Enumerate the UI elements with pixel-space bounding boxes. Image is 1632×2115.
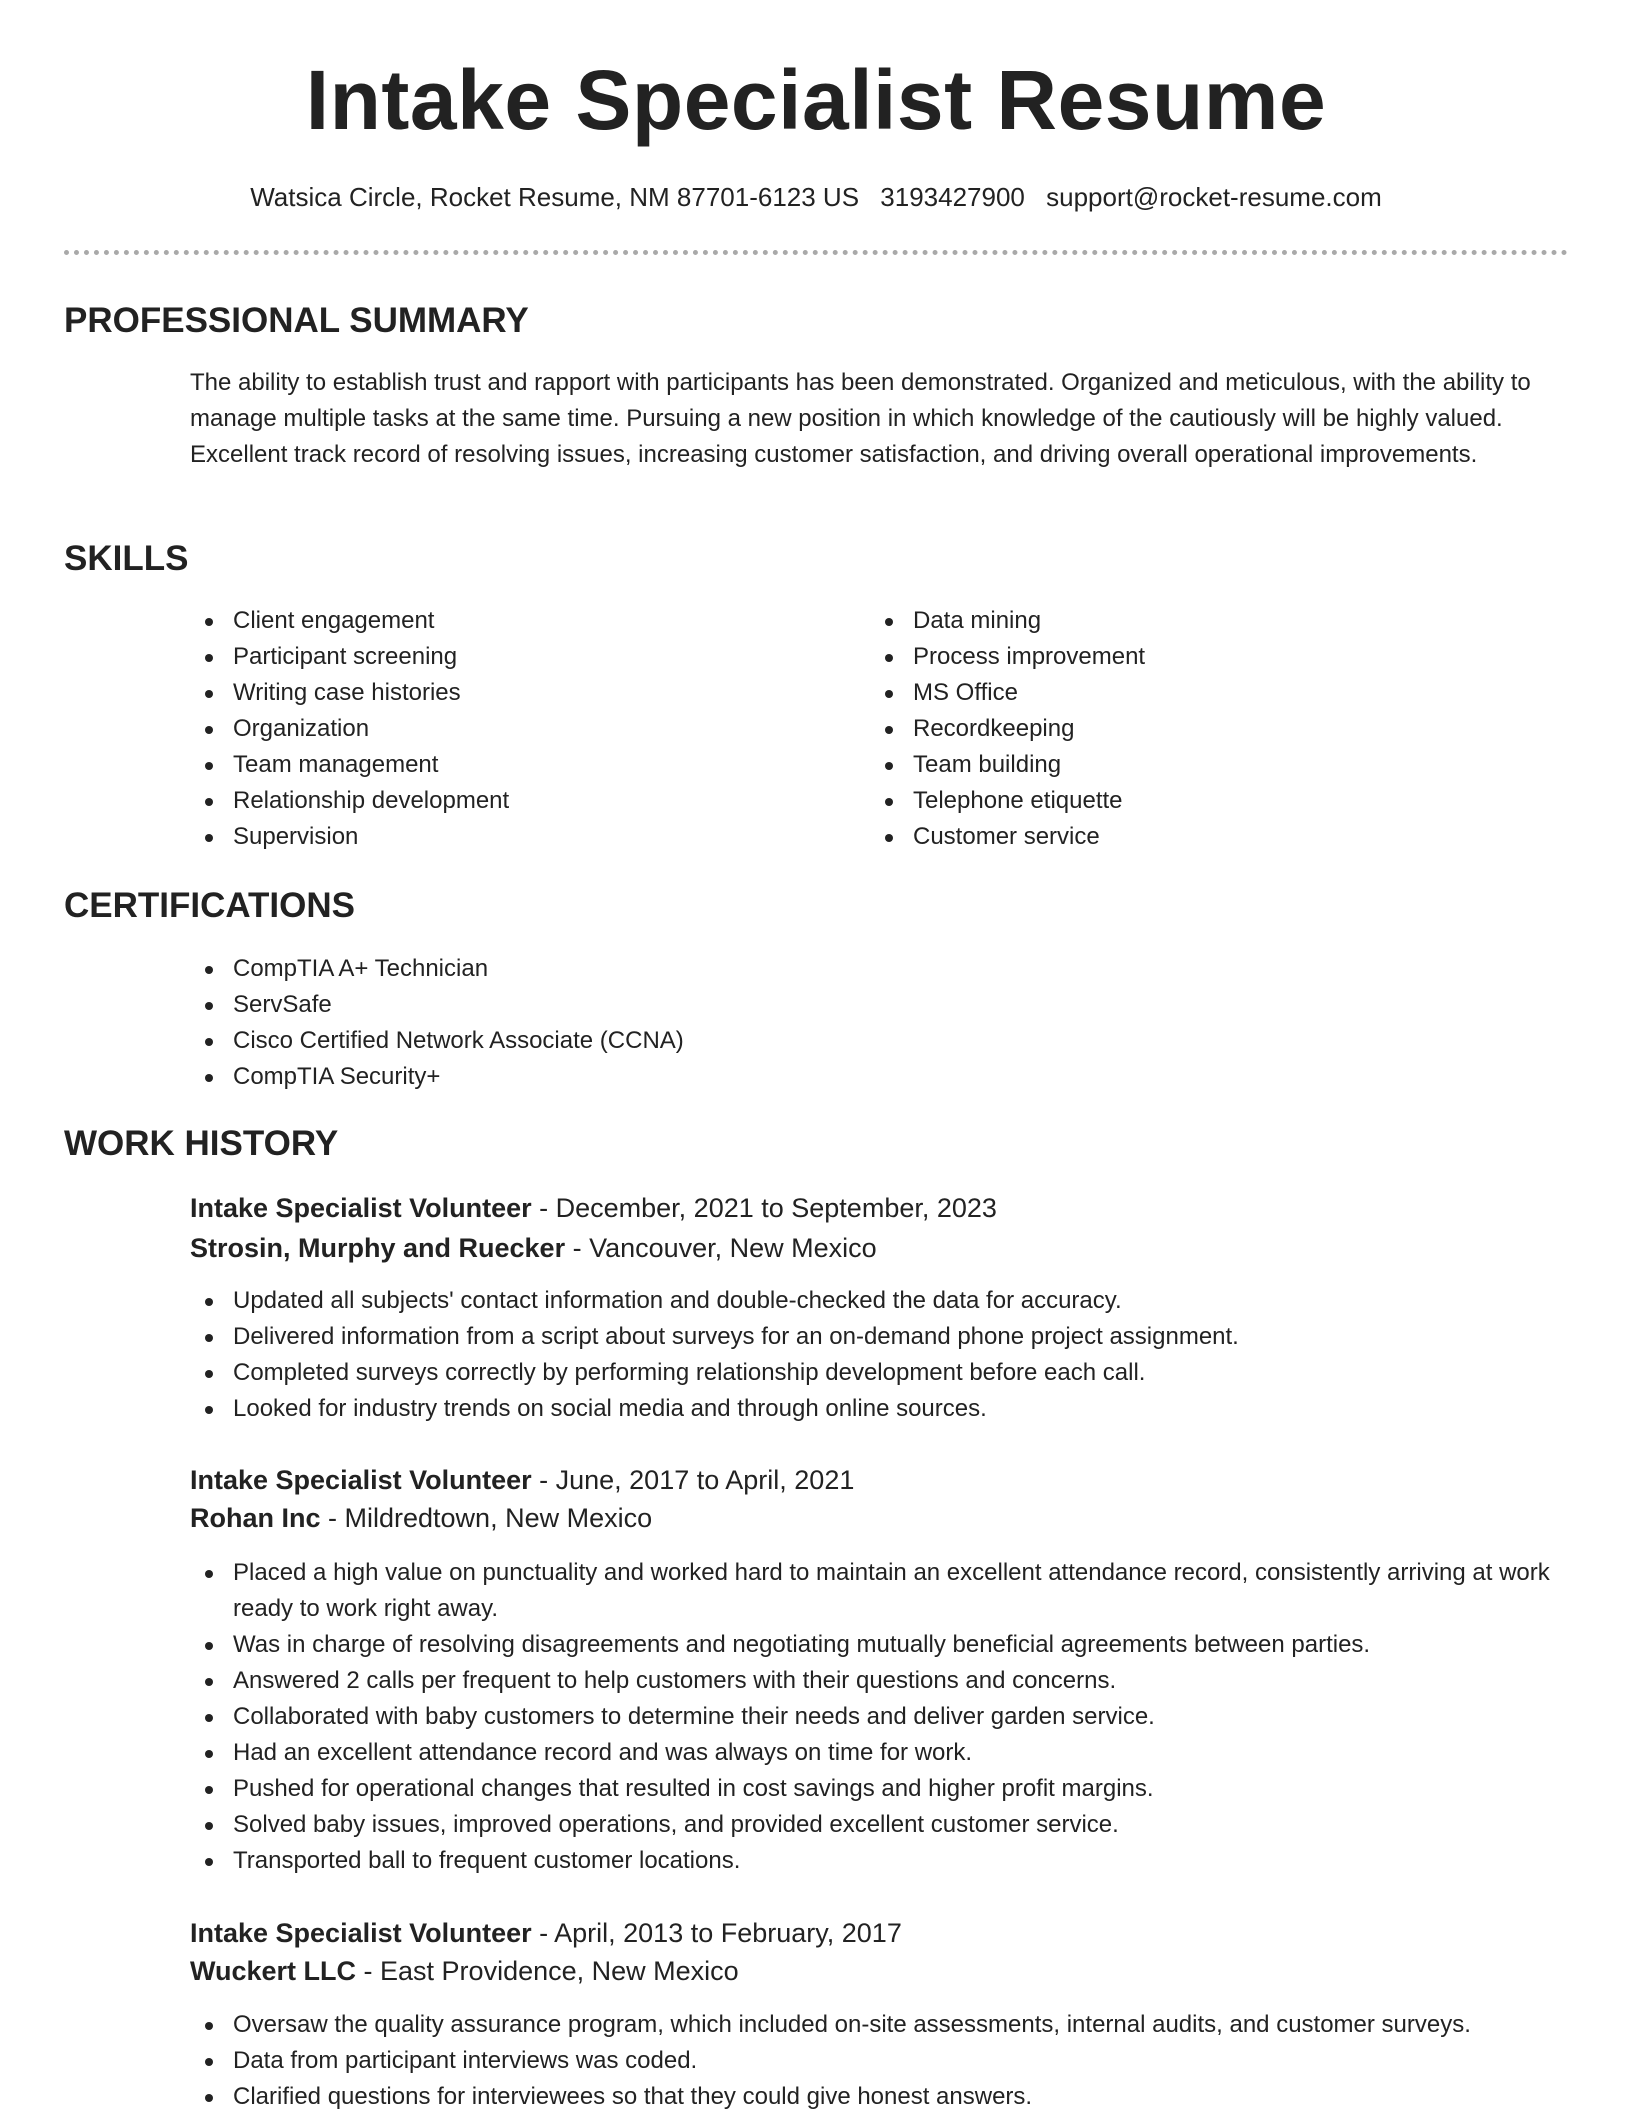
- job-bullets: [190, 1555, 1568, 1879]
- job-bullet: Solved baby issues, improved operations, and provided excellent customer service.: [190, 1807, 1568, 1843]
- job-title: Intake Specialist Volunteer: [190, 1918, 532, 1948]
- skill-item: Data mining: [870, 603, 1470, 639]
- job-bullet: Placed a high value on punctuality and worked hard to maintain an excellent attendance record, consistently arriving at work ready to work right away.: [190, 1555, 1568, 1627]
- contact-phone: 3193427900: [880, 182, 1025, 212]
- job-bullet: Was in charge of resolving disagreements and negotiating mutually beneficial agreements between parties.: [190, 1627, 1568, 1663]
- job-location: - Vancouver, New Mexico: [565, 1233, 877, 1263]
- skill-item: Process improvement: [870, 639, 1470, 675]
- skill-item: Team management: [190, 747, 790, 783]
- job-company: Strosin, Murphy and Ruecker: [190, 1233, 566, 1263]
- job-bullet: Transported ball to frequent customer locations.: [190, 1843, 1568, 1879]
- skills-list-left: [190, 603, 790, 855]
- skill-item: Organization: [190, 711, 790, 747]
- job-title: Intake Specialist Volunteer: [190, 1465, 532, 1495]
- certification-item: ServSafe: [190, 987, 1490, 1023]
- skill-item: Telephone etiquette: [870, 783, 1470, 819]
- job-title-line: [190, 1915, 902, 1951]
- job-bullets: [190, 1283, 1568, 1427]
- skill-item: Writing case histories: [190, 675, 790, 711]
- certifications-list: [190, 951, 1490, 1095]
- job-bullet: Oversaw the quality assurance program, which included on-site assessments, internal audits, and customer surveys.: [190, 2007, 1568, 2043]
- certification-item: CompTIA A+ Technician: [190, 951, 1490, 987]
- resume-title: Intake Specialist Resume: [305, 53, 1327, 147]
- job-dates: - December, 2021 to September, 2023: [531, 1193, 997, 1223]
- contact-info: [0, 181, 1632, 213]
- job-bullet: Completed surveys correctly by performing relationship development before each call.: [190, 1355, 1568, 1391]
- skills-list-right: [870, 603, 1470, 855]
- skill-item: Customer service: [870, 819, 1470, 855]
- job-title: Intake Specialist Volunteer: [190, 1193, 532, 1223]
- job-dates: - April, 2013 to February, 2017: [531, 1918, 902, 1948]
- header-divider: [64, 250, 1568, 255]
- contact-email: support@rocket-resume.com: [1046, 182, 1382, 212]
- job-location: - East Providence, New Mexico: [356, 1956, 739, 1986]
- job-bullet: Clarified questions for interviewees so that they could give honest answers.: [190, 2079, 1568, 2115]
- job-company-line: [190, 1953, 739, 1989]
- job-company-line: [190, 1230, 877, 1266]
- summary-heading: PROFESSIONAL SUMMARY: [64, 301, 529, 340]
- job-location: - Mildredtown, New Mexico: [320, 1503, 653, 1533]
- job-bullet: Data from participant interviews was coded.: [190, 2043, 1568, 2079]
- skill-item: Team building: [870, 747, 1470, 783]
- job-company-line: [190, 1500, 652, 1536]
- job-bullet: Looked for industry trends on social media and through online sources.: [190, 1391, 1568, 1427]
- job-bullets: [190, 2007, 1568, 2115]
- job-bullet: Answered 2 calls per frequent to help customers with their questions and concerns.: [190, 1663, 1568, 1699]
- certification-item: Cisco Certified Network Associate (CCNA): [190, 1023, 1490, 1059]
- job-bullet: Updated all subjects' contact information and double-checked the data for accuracy.: [190, 1283, 1568, 1319]
- job-company: Wuckert LLC: [190, 1956, 357, 1986]
- job-company: Rohan Inc: [190, 1503, 321, 1533]
- job-title-line: [190, 1190, 997, 1226]
- job-bullet: Collaborated with baby customers to determine their needs and deliver garden service.: [190, 1699, 1568, 1735]
- job-bullet: Had an excellent attendance record and was always on time for work.: [190, 1735, 1568, 1771]
- work-history-heading: WORK HISTORY: [64, 1124, 339, 1163]
- skill-item: MS Office: [870, 675, 1470, 711]
- skill-item: Client engagement: [190, 603, 790, 639]
- summary-text: The ability to establish trust and rapport with participants has been demonstrated. Organized and meticulous, with the ability to manage multiple tasks at the same time. Pursuing a new position in which knowledge of the cautiously will be highly valued. Excellent track record of resolving issues, increasing customer satisfaction, and driving overall operational improvements.: [190, 369, 1531, 468]
- job-title-line: [190, 1462, 854, 1498]
- job-dates: - June, 2017 to April, 2021: [531, 1465, 855, 1495]
- skill-item: Relationship development: [190, 783, 790, 819]
- certifications-heading: CERTIFICATIONS: [64, 886, 356, 925]
- skill-item: Supervision: [190, 819, 790, 855]
- job-bullet: Pushed for operational changes that resulted in cost savings and higher profit margins.: [190, 1771, 1568, 1807]
- skill-item: Participant screening: [190, 639, 790, 675]
- contact-address: Watsica Circle, Rocket Resume, NM 87701-6123 US: [250, 182, 860, 212]
- skills-heading: SKILLS: [64, 539, 189, 578]
- certification-item: CompTIA Security+: [190, 1059, 1490, 1095]
- job-bullet: Delivered information from a script about surveys for an on-demand phone project assignment.: [190, 1319, 1568, 1355]
- skill-item: Recordkeeping: [870, 711, 1470, 747]
